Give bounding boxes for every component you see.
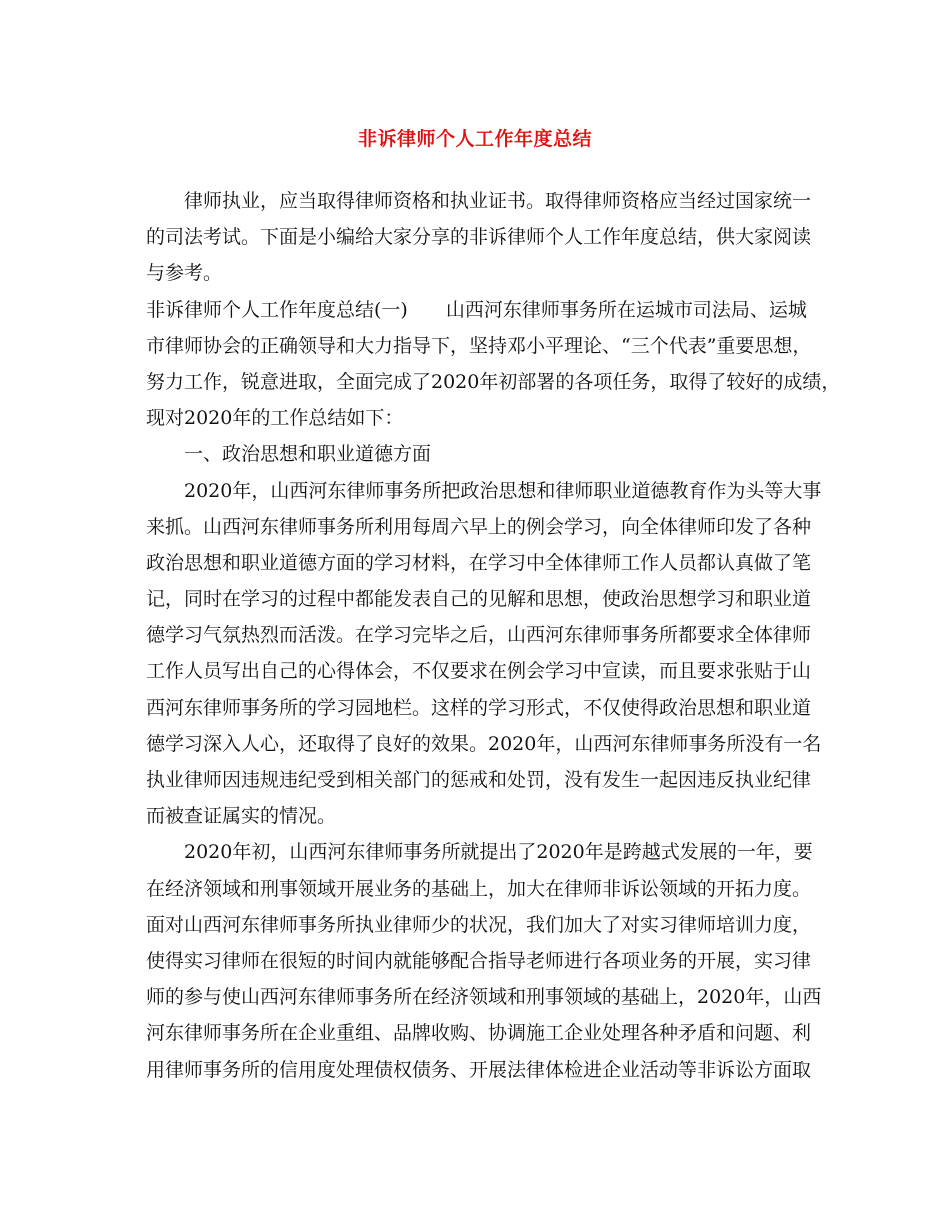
body-line: 西河东律师事务所的学习园地栏。这样的学习形式，不仅使得政治思想和职业道 [146, 696, 812, 719]
body-line: 用律师事务所的信用度处理债权债务、开展法律体检进企业活动等非诉讼方面取 [146, 1058, 812, 1081]
body-line: 面对山西河东律师事务所执业律师少的状况，我们加大了对实习律师培训力度， [146, 913, 812, 936]
body-line: 一、政治思想和职业道德方面 [184, 443, 432, 466]
body-line: 2020年初，山西河东律师事务所就提出了2020年是跨越式发展的一年，要 [184, 841, 813, 864]
body-line: 非诉律师个人工作年度总结(一) 山西河东律师事务所在运城市司法局、运城 [146, 298, 807, 321]
body-line: 努力工作，锐意进取，全面完成了2020年初部署的各项任务，取得了较好的成绩， [146, 370, 841, 393]
body-line: 的司法考试。下面是小编给大家分享的非诉律师个人工作年度总结，供大家阅读 [146, 226, 812, 249]
body-line: 德学习气氛热烈而活泼。在学习完毕之后，山西河东律师事务所都要求全体律师 [146, 624, 812, 647]
document-title: 非诉律师个人工作年度总结 [357, 128, 592, 150]
body-line: 在经济领域和刑事领域开展业务的基础上，加大在律师非诉讼领域的开拓力度。 [146, 877, 812, 900]
body-line: 德学习深入人心，还取得了良好的效果。2020年，山西河东律师事务所没有一名 [146, 732, 822, 755]
body-line: 工作人员写出自己的心得体会，不仅要求在例会学习中宣读，而且要求张贴于山 [146, 660, 812, 683]
body-line: 2020年，山西河东律师事务所把政治思想和律师职业道德教育作为头等大事 [184, 479, 822, 502]
document-body [146, 183, 841, 1088]
body-line: 师的参与使山西河东律师事务所在经济领域和刑事领域的基础上，2020年，山西 [146, 986, 822, 1009]
body-line: 河东律师事务所在企业重组、品牌收购、协调施工企业处理各种矛盾和问题、利 [146, 1022, 812, 1045]
body-line: 现对2020年的工作总结如下： [146, 407, 404, 430]
body-line: 律师执业，应当取得律师资格和执业证书。取得律师资格应当经过国家统一 [184, 190, 812, 212]
body-line: 市律师协会的正确领导和大力指导下，坚持邓小平理论、“三个代表”重要思想， [146, 334, 812, 357]
body-line: 政治思想和职业道德方面的学习材料，在学习中全体律师工作人员都认真做了笔 [146, 551, 812, 574]
body-line: 使得实习律师在很短的时间内就能够配合指导老师进行各项业务的开展，实习律 [146, 949, 812, 972]
body-line: 执业律师因违规违纪受到相关部门的惩戒和处罚，没有发生一起因违反执业纪律 [146, 769, 812, 791]
body-line: 与参考。 [146, 262, 223, 285]
body-line: 记，同时在学习的过程中都能发表自己的见解和思想，使政治思想学习和职业道 [146, 588, 812, 611]
body-line: 而被查证属实的情况。 [146, 805, 337, 828]
body-line: 来抓。山西河东律师事务所利用每周六早上的例会学习，向全体律师印发了各种 [146, 515, 812, 538]
